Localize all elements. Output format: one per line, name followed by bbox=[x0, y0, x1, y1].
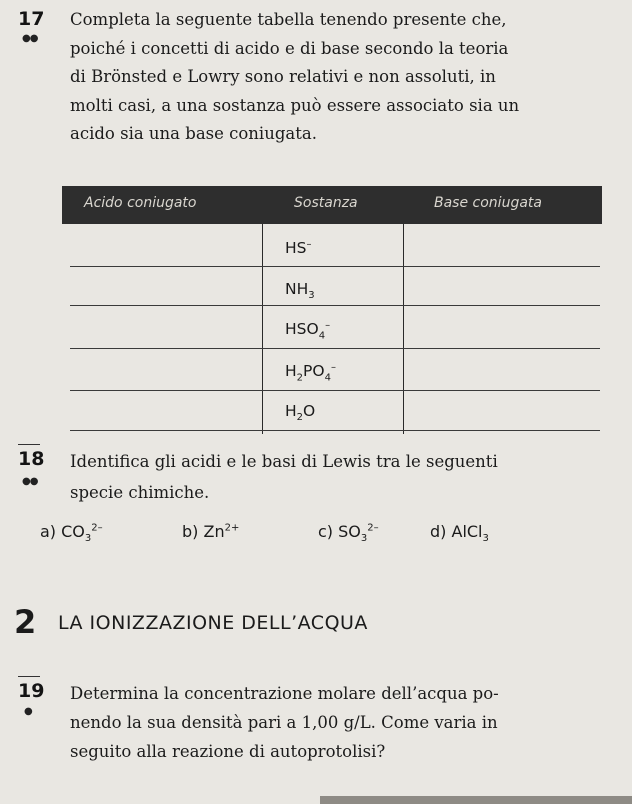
exercise-18-difficulty: ●● bbox=[22, 476, 38, 487]
table-divider-left bbox=[262, 224, 263, 434]
cell-h2o: $H_2O$ bbox=[285, 402, 316, 424]
exercise-17-line-5: acido sia una base coniugata. bbox=[70, 124, 317, 143]
header-sostanza: Sostanza bbox=[294, 195, 358, 211]
table-divider-right bbox=[403, 224, 404, 434]
exercise-19-line-1: Determina la concentrazione molare dell’acqua po- bbox=[70, 684, 499, 703]
exercise-18-line-2: specie chimiche. bbox=[70, 483, 210, 502]
table-row-line-5 bbox=[70, 430, 600, 431]
option-d: d) AlCl$_3$ bbox=[430, 522, 489, 545]
cell-hso4: $HSO_4^-$ bbox=[285, 320, 331, 342]
option-c: c) $SO_3^{2-}$ bbox=[318, 522, 379, 545]
exercise-19-line-3: seguito alla reazione di autoprotolisi? bbox=[70, 742, 386, 761]
exercise-17-line-1: Completa la seguente tabella tenendo presente che, bbox=[70, 10, 507, 29]
cell-hs: HS– bbox=[285, 239, 312, 258]
table-row-line-1 bbox=[70, 266, 600, 267]
table-row-line-4 bbox=[70, 390, 600, 391]
table-row-line-3 bbox=[70, 348, 600, 349]
exercise-19-number: 19 bbox=[18, 680, 45, 702]
exercise-19-line-2: nendo la sua densità pari a 1,00 g/L. Come varia in bbox=[70, 713, 498, 732]
exercise-19-rule bbox=[18, 676, 40, 677]
section-title: LA IONIZZAZIONE DELL’ACQUA bbox=[58, 612, 368, 634]
option-a: a) $CO_3^{2-}$ bbox=[40, 522, 103, 545]
bottom-band bbox=[320, 796, 632, 804]
exercise-17-difficulty: ●● bbox=[22, 33, 38, 44]
header-base-coniugata: Base coniugata bbox=[434, 195, 542, 211]
header-acido-coniugato: Acido coniugato bbox=[84, 195, 197, 211]
exercise-17-line-3: di Brönsted e Lowry sono relativi e non assoluti, in bbox=[70, 67, 496, 86]
exercise-17-line-4: molti casi, a una sostanza può essere associato sia un bbox=[70, 96, 520, 115]
exercise-17-number: 17 bbox=[18, 8, 45, 30]
exercise-19-difficulty: ● bbox=[24, 706, 32, 717]
table-header bbox=[62, 186, 602, 224]
exercise-17-line-2: poiché i concetti di acido e di base secondo la teoria bbox=[70, 39, 509, 58]
cell-h2po4: $H_2PO_4^-$ bbox=[285, 362, 336, 384]
option-b: b) $Zn^{2+}$ bbox=[182, 522, 240, 541]
table-row-line-2 bbox=[70, 305, 600, 306]
cell-nh3: $NH_3$ bbox=[285, 280, 315, 302]
exercise-18-number: 18 bbox=[18, 448, 45, 470]
exercise-18-line-1: Identifica gli acidi e le basi di Lewis tra le seguenti bbox=[70, 452, 498, 471]
section-number: 2 bbox=[14, 603, 37, 641]
exercise-18-rule bbox=[18, 444, 40, 445]
